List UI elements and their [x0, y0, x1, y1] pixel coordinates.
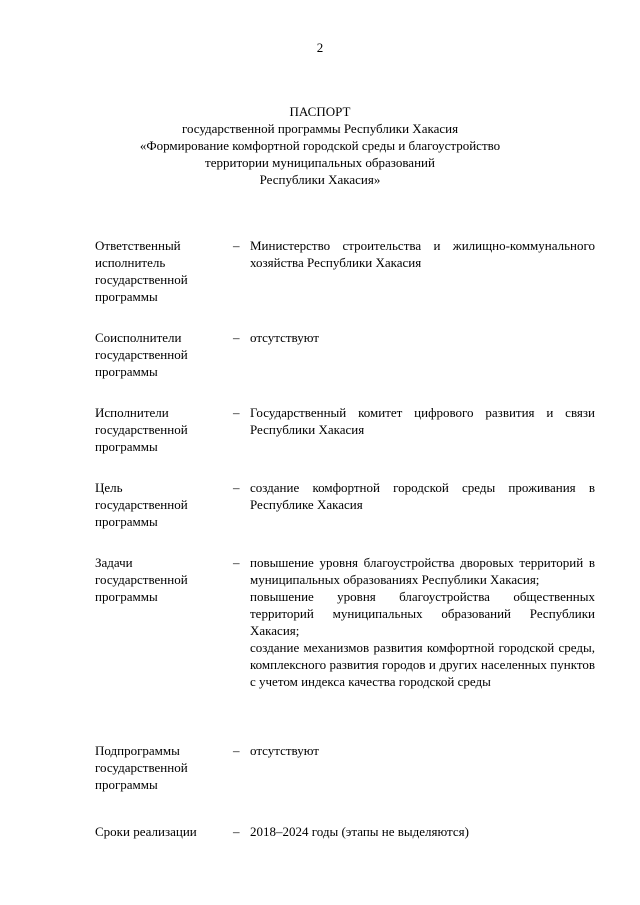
row-dash: – [233, 238, 240, 253]
row-dash: – [233, 405, 240, 420]
row-label-line: государственной [95, 347, 188, 362]
row-label-line: исполнитель [95, 255, 166, 270]
row-value-text: отсутствуют [250, 330, 319, 345]
row-dash: – [233, 555, 240, 570]
title-line: ПАСПОРТ [289, 104, 351, 119]
row-label [95, 479, 225, 530]
row-label [95, 823, 225, 840]
row-label [95, 329, 225, 380]
row-label-line: программы [95, 364, 158, 379]
title-line: территории муниципальных образований [205, 155, 435, 170]
row-value [250, 329, 595, 346]
row-label-line: программы [95, 777, 158, 792]
row-value-text: повышение уровня благоустройства общественных территорий муниципальных образований Республики Хакасия; [250, 589, 595, 638]
row-value [250, 823, 595, 840]
row-value [250, 742, 595, 759]
row-value-text: отсутствуют [250, 743, 319, 758]
row-value-text: 2018–2024 годы (этапы не выделяются) [250, 824, 469, 839]
page-number: 2 [316, 40, 324, 55]
row-dash: – [233, 330, 240, 345]
row-value-text: Государственный комитет цифрового развития и связи Республики Хакасия [250, 405, 595, 437]
row-label-line: Соисполнители [95, 330, 182, 345]
row-label-line: Ответственный [95, 238, 181, 253]
row-label [95, 237, 225, 305]
row-label-line: Исполнители [95, 405, 169, 420]
row-label-line: Цель [95, 480, 123, 495]
row-label-line: Подпрограммы [95, 743, 180, 758]
row-dash: – [233, 824, 240, 839]
row-label-line: государственной [95, 272, 188, 287]
row-value [250, 479, 595, 513]
row-label-line: государственной [95, 572, 188, 587]
title-line: Республики Хакасия» [259, 172, 381, 187]
row-value-text: создание комфортной городской среды проживания в Республике Хакасия [250, 480, 595, 512]
passport-title [0, 103, 640, 188]
row-label-line: программы [95, 289, 158, 304]
row-dash: – [233, 743, 240, 758]
row-label-line: программы [95, 514, 158, 529]
row-label [95, 554, 225, 605]
row-label-line: государственной [95, 497, 188, 512]
row-value [250, 554, 595, 690]
row-label [95, 404, 225, 455]
row-value-text: создание механизмов развития комфортной городской среды, комплексного развития городов и других населенных пунктов с учетом индекса качества городской среды [250, 640, 595, 689]
title-line: «Формирование комфортной городской среды и благоустройство [139, 138, 501, 153]
row-value-text: повышение уровня благоустройства дворовых территорий в муниципальных образованиях Республики Хакасия; [250, 555, 595, 587]
row-dash: – [233, 480, 240, 495]
row-label-line: программы [95, 439, 158, 454]
row-label-line: государственной [95, 760, 188, 775]
row-label-line: Задачи [95, 555, 133, 570]
row-value [250, 404, 595, 438]
row-value-text: Министерство строительства и жилищно-коммунального хозяйства Республики Хакасия [250, 238, 595, 270]
title-line: государственной программы Республики Хакасия [181, 121, 459, 136]
row-value [250, 237, 595, 271]
row-label [95, 742, 225, 793]
row-label-line: Сроки реализации [95, 824, 197, 839]
row-label-line: программы [95, 589, 158, 604]
row-label-line: государственной [95, 422, 188, 437]
